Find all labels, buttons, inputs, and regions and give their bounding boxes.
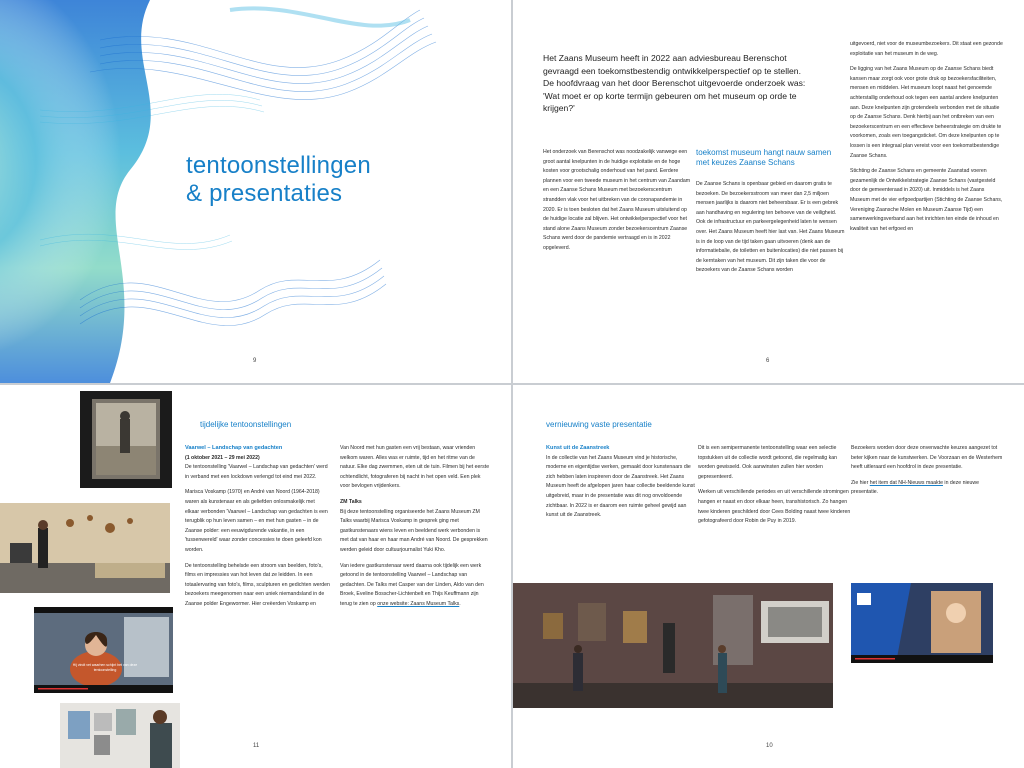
column-2-text [696,180,846,282]
column-2-text [698,444,853,533]
paragraph-text: in deze nieuwe presentatie. [851,479,980,496]
gallery-room-photo [513,583,833,708]
paragraph: Marisca Voskamp (1970) en André van Noord (1964-2018) waren als kunstenaar en als geliefden onlosmakelijk met elkaar verbonden 'Vaarwel – Landschap van gedachten is een terugblik op hun leven samen – en met hun gasten – in de Zaanse polder: een eeuwigdurende vakantie, in een 'tussenwereld' waar zonder concessies te doen geleefd kon worden. [185,489,328,553]
video-caption: Hij vindt vet waarhen schijnt het van deze tentoonstelling [72,663,138,672]
paragraph: uitgevoerd, niet voor de museumbezoekers. Dit staat een gezonde exploitatie van het museum in de weg. [850,41,1003,57]
paragraph: Stichting de Zaanse Schans en gemeente Zaanstad voeren gezamenlijk de Ontwikkelstrategie Zaanse Schans (vastgesteld door de gemeenteraad in 2020) uit. Inmiddels is het Zaans Museum met de vier erfgoedpartijen (Stichting de Zaanse Schans, Vereniging Zaansche Molen en Museum Zaanse Tijd) een samenwerkingsverband aan het inrichten ten einde de inhoud en kwaliteit van het erfgoed en [850,168,1003,232]
page-number: 10 [766,743,773,749]
column-3-text [851,444,1006,504]
paragraph: De Zaanse Schans is openbaar gebied en daarom gratis te bezoeken. De bezoekersstroom van meer dan 2,5 miljoen mensen jaarlijks is daarom niet beheersbaar. Er is een gebrek aan handhaving en regulering ten behoeve van de veiligheid. Ook de infrastructuur en parkeergelegenheid laten te wensen over. Het Zaans Museum heeft hier last van. Het Zaans Museum is in de loop van de tijd taken gaan uitvoeren (denk aan de informatiebalie, de toiletten en buitenlocaties) die niet passen bij de kerntaken van het museum. Dit zijn taken die voor de bezoekers van de Zaanse Schans worden [696,181,845,274]
page-9 [0,0,511,383]
column-3-text [850,40,1005,240]
paragraph: Het onderzoek van Berenschot was noodzakelijk vanwege een groot aantal knelpunten in de huidige exploitatie en de hoge kosten voor grootschalig onderhoud van het pand. Eerdere plannen voor een tweede museum in het centrum van Zaandam en een Zaanse Schans Museum met bezoekerscentrum strandden vlak voor het uitbreken van de coronapandemie in 2020. Er is toen besloten dat het Zaans Museum uitsluitend op de huidige locatie zal blijven. Het ontwikkelperspectief voor het stand alone Zaans Museum zonder bezoekerscentrum Zaanse Schans werd door de pandemie vertraagd en is in 2022 opgeleverd. [543,149,691,251]
artworks-wall-photo [60,703,180,768]
column-2-subtitle: toekomst museum hangt nauw samen met keuzes Zaanse Schans [696,148,832,167]
title-line-1: tentoonstellingen [186,152,371,179]
paragraph: De ligging van het Zaans Museum op de Zaanse Schans biedt kansen maar zorgt ook voor grote druk op bezoekersfaciliteiten, mensen en middelen. Het museum loopt naast het genoemde achterstallig onderhoud ook tegen een aantal andere knelpunten aan. Deze knelpunten zijn grotendeels verbonden met de situatie op de Zaanse Schans. Denk hierbij aan het ontbreken van een bezoekerscentrum en een effectieve beheerstrategie om drukte te voorkomen, zoals een toegangsticket. Om deze knelpunten op te lossen is een integraal plan vereist voor een toekomstbestendige Zaanse Schans. [850,66,1002,159]
page-number: 9 [253,358,257,364]
kunst-subtitle: Kunst uit de Zaanstreek [546,445,610,451]
paragraph: Bij deze tentoonstelling organiseerde het Zaans Museum ZM Talks waarbij Marisca Voskamp in gesprek ging met gastkunstenaars wiens leven en beeldend werk verbonden is met dat van haar en haar man André van Noord. De gesprekken werden geleid door cultuurjournalist Yuki Kho. [340,508,488,553]
paragraph [340,562,490,610]
page-11 [0,385,511,768]
paragraph: Dit is een semipermanente tentoonstelling waar een selectie topstukken uit de collectie wordt getoond, die regelmatig kan worden gewisseld. Ook aanwinsten zullen hier worden gepresenteerd. [698,445,837,480]
paragraph: Werken uit verschillende periodes en uit verschillende stromingen hangen er naast en door elkaar heen, transhistorisch. Zo hangen twee kinderen geschilderd door Cees Bolding naast twee kinderen gefotografeerd door Robin de Puy in 2019. [698,489,851,525]
paragraph: Van Noord met hun gasten een vrij bestaan, waar vrienden welkom waren. Alles was er ruimte, tijd en het ritme van de natuur. Elke dag zwemmen, eten uit de tuin. Filmen bij het eerste ochtendlicht, fotograferen bij nacht in het open veld. Een plek voor bevlogen vrijdenkers. [340,445,490,490]
gallery-visitor-photo [0,503,170,593]
page-10 [513,385,1024,768]
paragraph [851,479,1006,498]
paragraph: De tentoonstelling 'Vaarwel – Landschap van gedachten' werd in verband met een lockdown verlengd tot eind mei 2022. [185,464,328,480]
exhibition-dates: (1 oktober 2021 – 29 mei 2022) [185,454,260,461]
section-title: tijdelijke tentoonstellingen [200,420,292,429]
page-6 [513,0,1024,383]
paragraph-text: Van iedere gastkunstenaar werd daarna ook tijdelijk een werk getoond in de tentoonstelling Vaarwel – Landschap van gedachten. De Talks met Casper van der Linden, Aldo van den Broek, Eveline Bosscher-Lichtenbelt en Thijs Keuffmann zijn terug te zien op [340,562,484,607]
column-2-text [340,444,490,616]
exhibition-title: Vaarwel – Landschap van gedachten [185,445,283,451]
paragraph: In de collectie van het Zaans Museum vind je historische, moderne en eigentijdse werken, gemaakt door kunstenaars die zich hebben laten inspireren door de Zaanstreek. Het Zaans Museum heeft de afgelopen jaren haar collectie beeldende kunst uitgebreid, maar in de presentatie was dit nog onvoldoende zichtbaar. In 2022 is er daarom een ruimte geheel gewijd aan kunst uit de Zaanstreek. [546,454,695,519]
column-1-text [543,148,693,260]
zm-talks-title: ZM Talks [340,498,362,505]
paragraph-text: Zie hier [851,479,870,486]
section-title: vernieuwing vaste presentatie [546,420,652,429]
page-number: 6 [766,358,770,364]
title-line-2: & presentaties [186,180,343,207]
lead-paragraph: Het Zaans Museum heeft in 2022 aan adviesbureau Berenschot gevraagd een toekomstbestendig ontwikkelperspectief op te stellen. De hoofdvraag van het door Berenschot uitgevoerde onderzoek was: 'Wat moet er op korte termijn gebeuren om het museum op orde te krijgen?' [543,53,806,114]
nh-nieuws-video-thumbnail[interactable] [851,583,993,663]
paragraph: Bezoekers worden door deze onverwachte keuzes aangezet tot beter kijken naar de kunstwerken. De Voorzaan en de Westerhem heeft uitleraard een hoofdrol in deze presentatie. [851,445,1003,471]
vintage-photo-image [80,391,172,488]
zm-talks-website-link[interactable]: onze website: Zaans Museum Talks [377,600,460,607]
paragraph: De tentoonstelling behelsde een stroom van beelden, foto's, films en impressies van hot leven dat ze leidden. In een totaalervaring van foto's, films, sculpturen en gedichten werden bezoekers meegenomen naar een uniek niemandsland in de Zaanse polder Engewormer. Hier creëerden Voskamp en [185,562,330,607]
page-number: 11 [253,743,260,749]
zm-talks-video-player[interactable] [34,607,173,693]
period: . [459,600,461,607]
column-1-text [185,444,330,616]
page-title [186,152,371,208]
nh-nieuws-link[interactable]: het item dat NH-Nieuws maakte [869,479,943,486]
column-1-text [546,444,696,527]
